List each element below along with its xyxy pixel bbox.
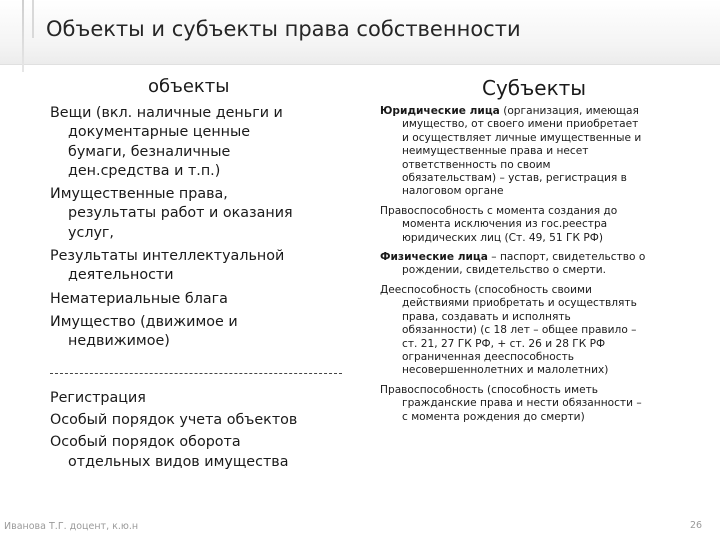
list-item: Регистрация — [50, 390, 146, 406]
objects-heading: объекты — [148, 76, 230, 97]
list-item — [380, 205, 698, 245]
list-item: Особый порядок оборота отдельных видов имущества — [50, 434, 289, 470]
page-number: 26 — [690, 520, 703, 531]
list-item: Имущественные права, результаты работ и оказания услуг, — [50, 186, 293, 241]
footer-author: Иванова Т.Г. доцент, к.ю.н — [4, 521, 139, 532]
item-text: Дееспособность (способность своими действиями приобретать и осуществлять права, создавать и исполнять обязанности) (с 18 лет – общее правило – ст. 21, 27 ГК РФ, + ст. 26 и 28 ГК РФ ограниченная дееспособность несовершеннолетних и малолетних) — [380, 283, 637, 377]
objects-extra-list — [50, 388, 350, 474]
item-lead: Юридические лица — [380, 105, 500, 117]
list-item — [380, 384, 698, 424]
slide-title: Объекты и субъекты права собственности — [46, 17, 521, 41]
subjects-list — [380, 105, 698, 430]
list-item: Вещи (вкл. наличные деньги и документарные ценные бумаги, безналичные ден.средства и т.п.) — [50, 105, 283, 179]
item-text: (организация, имеющая имущество, от своего имени приобретает и осуществляет личные имущественные и неимущественные права и несет ответственность по своим обязательствам) – устав, регистрация в налоговом органе — [402, 105, 642, 198]
item-text: Правоспособность (способность иметь гражданские права и нести обязанности – с момента рождения до смерти) — [380, 383, 642, 423]
subjects-heading: Субъекты — [482, 76, 587, 100]
list-item: Нематериальные блага — [50, 290, 228, 307]
list-item — [380, 105, 698, 199]
list-item: Результаты интеллектуальной деятельности — [50, 248, 285, 284]
list-item — [380, 251, 698, 278]
objects-list — [50, 104, 350, 356]
decorative-line — [32, 0, 34, 38]
dashed-divider — [50, 373, 342, 374]
list-item — [380, 284, 698, 378]
item-lead: Физические лица — [380, 251, 488, 264]
list-item: Особый порядок учета объектов — [50, 412, 298, 428]
decorative-line — [22, 0, 24, 72]
item-text: – паспорт, свидетельство о рождении, свидетельство о смерти. — [402, 251, 646, 277]
list-item: Имущество (движимое и недвижимое) — [50, 313, 238, 350]
item-text: Правоспособность с момента создания до момента исключения из гос.реестра юридических лиц (Ст. 49, 51 ГК РФ) — [380, 204, 618, 244]
